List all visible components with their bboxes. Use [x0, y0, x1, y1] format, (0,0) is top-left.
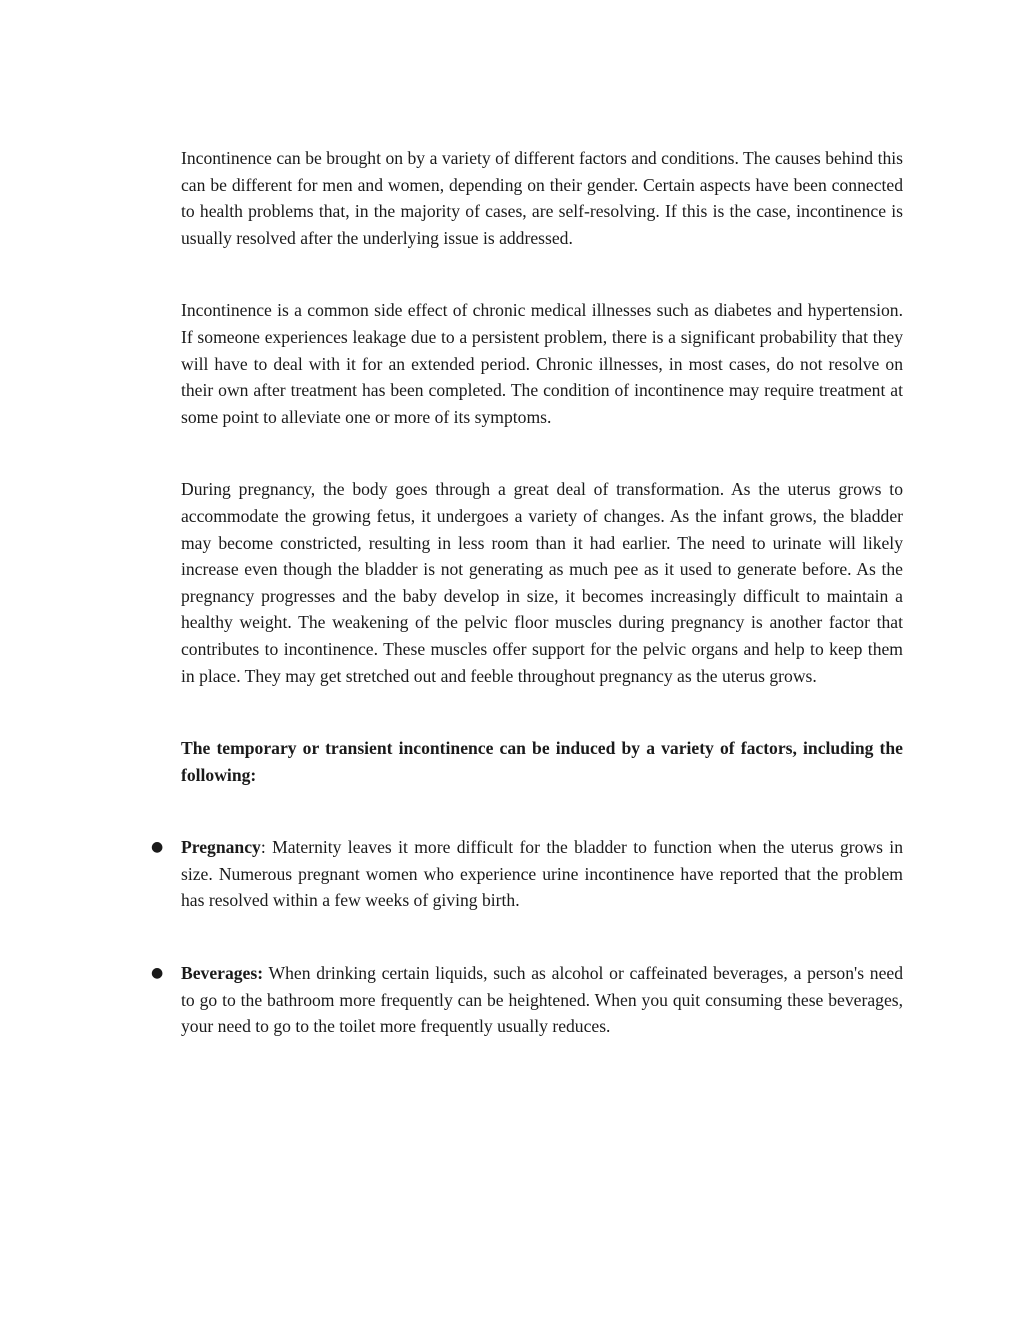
bullet-icon: ● — [151, 839, 164, 856]
paragraph-causes: Incontinence can be brought on by a variety of different factors and conditions. The causes behind this can be different for men and women, depending on their gender. Certain aspects have been connected to health problems that, in the majority of cases, are self-resolving. If this is the case, incontinence is usually resolved after the underlying issue is addressed. — [181, 148, 903, 248]
list-item — [151, 960, 903, 1040]
factor-list — [151, 834, 903, 1040]
list-item-term: Pregnancy — [181, 837, 261, 858]
list-item-text: When drinking certain liquids, such as alcohol or caffeinated beverages, a person's need to go to the bathroom more frequently can be heightened. When you quit consuming these beverages, your need to go to the toilet more frequently usually reduces. — [181, 963, 903, 1037]
section-heading: The temporary or transient incontinence can be induced by a variety of factors, including the following: — [181, 738, 903, 785]
document-body — [151, 145, 903, 1040]
list-item-term: Beverages: — [181, 963, 264, 984]
bullet-icon: ● — [151, 965, 164, 982]
list-item-text: : Maternity leaves it more difficult for the bladder to function when the uterus grows in size. Numerous pregnant women who experience urine incontinence have reported that the problem has resolved within a few weeks of giving birth. — [181, 837, 903, 911]
list-item — [151, 834, 903, 914]
paragraph-pregnancy: During pregnancy, the body goes through a great deal of transformation. As the uterus grows to accommodate the growing fetus, it undergoes a variety of changes. As the infant grows, the bladder may become constricted, resulting in less room than it had earlier. The need to urinate will likely increase even though the bladder is not generating as much pee as it used to generate before. As the pregnancy progresses and the baby develop in size, it becomes increasingly difficult to maintain a healthy weight. The weakening of the pelvic floor muscles during pregnancy is another factor that contributes to incontinence. These muscles offer support for the pelvic organs and help to keep them in place. They may get stretched out and feeble throughout pregnancy as the uterus grows. — [181, 479, 903, 686]
paragraph-chronic-illness: Incontinence is a common side effect of chronic medical illnesses such as diabetes and hypertension. If someone experiences leakage due to a persistent problem, there is a significant probability that they will have to deal with it for an extended period. Chronic illnesses, in most cases, do not resolve on their own after treatment has been completed. The condition of incontinence may require treatment at some point to alleviate one or more of its symptoms. — [181, 300, 903, 427]
